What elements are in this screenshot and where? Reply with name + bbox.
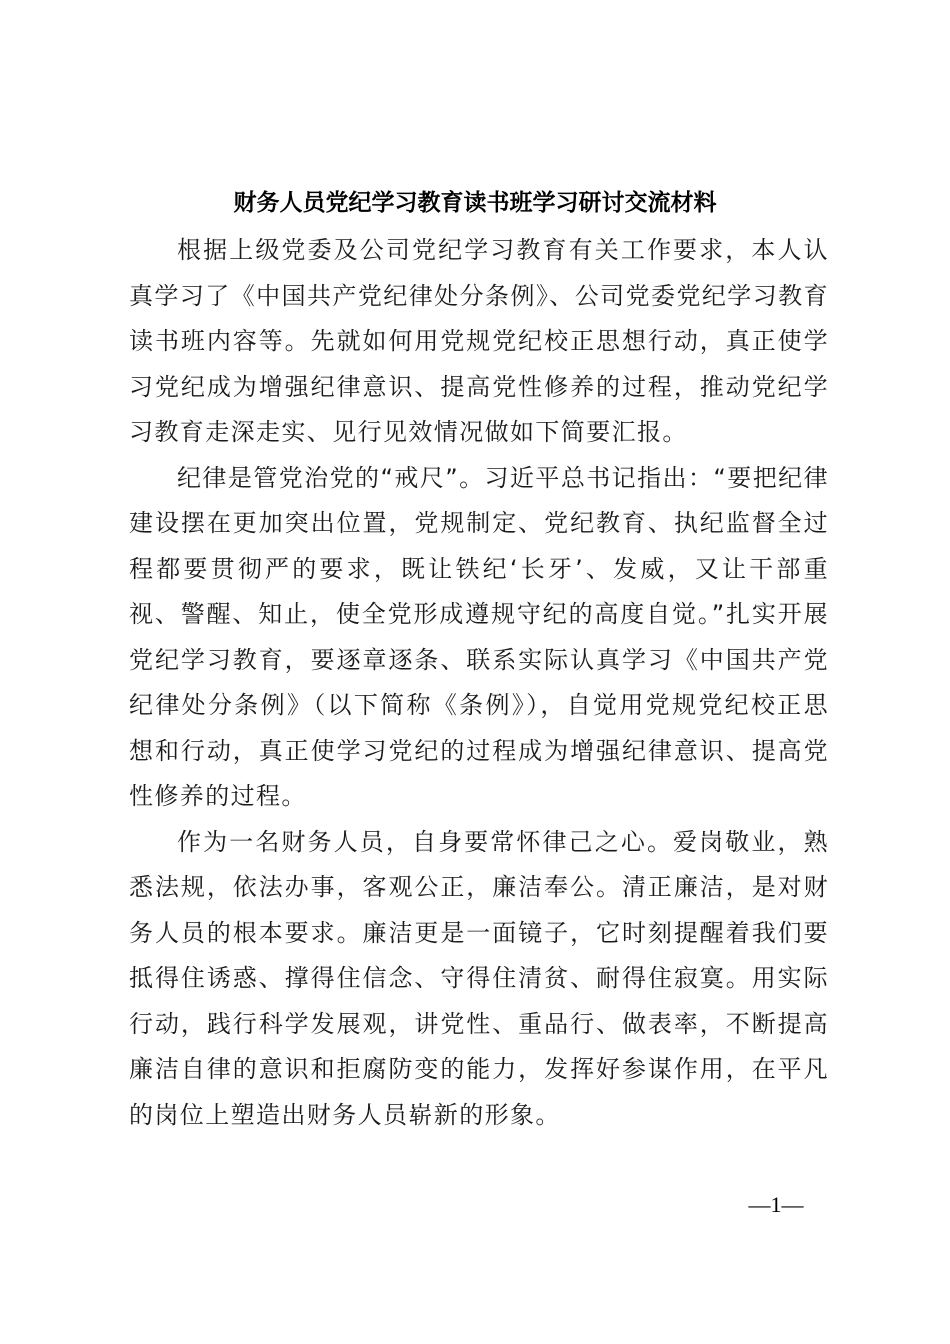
paragraph-discipline: 纪律是管党治党的“戒尺”。习近平总书记指出：“要把纪律建设摆在更加突出位置，党规制定、党纪教育、执纪监督全过程都要贯彻严的要求，既让铁纪‘长牙’、发威，又让干部重视、警醒、知止，使全党形成遵规守纪的高度自觉。”扎实开展党纪学习教育，要逐章逐条、联系实际认真学习《中国共产党纪律处分条例》（以下简称《条例》），自觉用党规党纪校正思想和行动，真正使学习党纪的过程成为增强纪律意识、提高党性修养的过程。	[129, 463, 829, 810]
page-number: —1—	[748, 1192, 804, 1217]
paragraph-finance-staff: 作为一名财务人员，自身要常怀律己之心。爱岗敬业，熟悉法规，依法办事，客观公正，廉洁奉公。清正廉洁，是对财务人员的根本要求。廉洁更是一面镜子，它时刻提醒着我们要抵得住诱惑、撑得住信念、守得住清贫、耐得住寂寞。用实际行动，践行科学发展观，讲党性、重品行、做表率，不断提高廉洁自律的意识和拒腐防变的能力，发挥好参谋作用，在平凡的岗位上塑造出财务人员崭新的形象。	[129, 827, 829, 1129]
paragraph-intro: 根据上级党委及公司党纪学习教育有关工作要求，本人认真学习了《中国共产党纪律处分条例》、公司党委党纪学习教育读书班内容等。先就如何用党规党纪校正思想行动，真正使学习党纪成为增强纪律意识、提高党性修养的过程，推动党纪学习教育走深走实、见行见效情况做如下简要汇报。	[129, 236, 829, 446]
document-title: 财务人员党纪学习教育读书班学习研讨交流材料	[233, 189, 717, 216]
document-body	[129, 228, 829, 1138]
